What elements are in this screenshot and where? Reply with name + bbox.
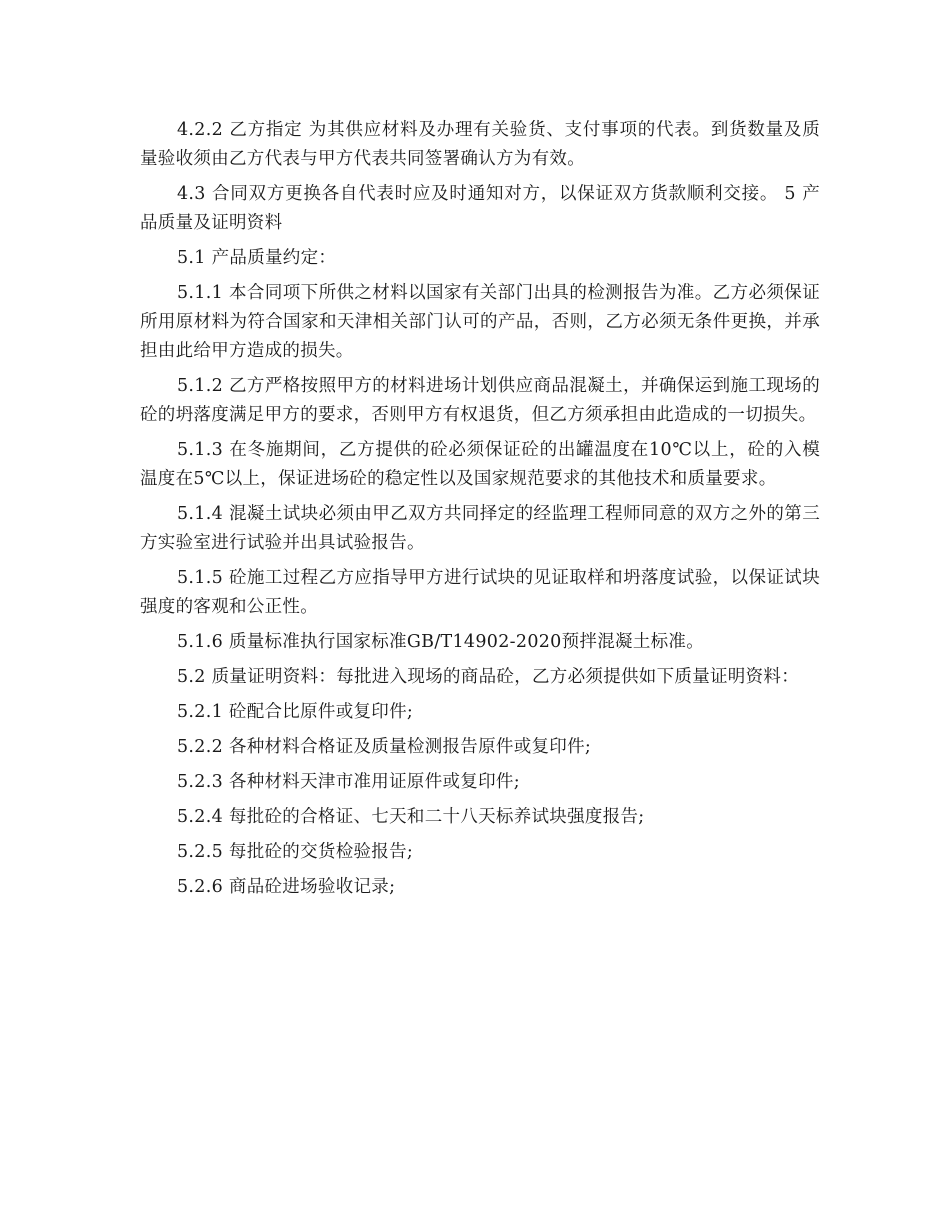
- clause-5-2-3: 5.2.3 各种材料天津市准用证原件或复印件;: [177, 772, 520, 792]
- clause-5-1-6: 5.1.6 质量标准执行国家标准GB/T14902-2020预拌混凝土标准。: [177, 632, 705, 652]
- clause-5-2-6: 5.2.6 商品砼进场验收记录;: [177, 877, 396, 897]
- clause-5-1-5: 5.1.5 砼施工过程乙方应指导甲方进行试块的见证取样和坍落度试验，以保证试块强度的客观和公正性。: [140, 568, 820, 617]
- clause-4-3: 4.3 合同双方更换各自代表时应及时通知对方，以保证双方货款顺利交接。 5 产品质量及证明资料: [140, 184, 820, 233]
- clause-5-1-4: 5.1.4 混凝土试块必须由甲乙双方共同择定的经监理工程师同意的双方之外的第三方实验室进行试验并出具试验报告。: [140, 504, 820, 553]
- clause-5-2-4: 5.2.4 每批砼的合格证、七天和二十八天标养试块强度报告;: [177, 807, 645, 827]
- clause-5-2-2: 5.2.2 各种材料合格证及质量检测报告原件或复印件;: [177, 737, 592, 757]
- clause-5-1-3: 5.1.3 在冬施期间，乙方提供的砼必须保证砼的出罐温度在10℃以上，砼的入模温度在5℃以上，保证进场砼的稳定性以及国家规范要求的其他技术和质量要求。: [140, 440, 820, 489]
- clause-5-1: 5.1 产品质量约定：: [177, 248, 337, 268]
- clause-5-2: 5.2 质量证明资料：每批进入现场的商品砼，乙方必须提供如下质量证明资料：: [177, 667, 799, 687]
- clause-5-1-2: 5.1.2 乙方严格按照甲方的材料进场计划供应商品混凝土，并确保运到施工现场的砼的坍落度满足甲方的要求，否则甲方有权退货，但乙方须承担由此造成的一切损失。: [140, 376, 820, 425]
- clause-4-2-2: 4.2.2 乙方指定 为其供应材料及办理有关验货、支付事项的代表。到货数量及质量验收须由乙方代表与甲方代表共同签署确认方为有效。: [140, 120, 820, 169]
- clause-5-2-1: 5.2.1 砼配合比原件或复印件;: [177, 702, 414, 722]
- clause-5-2-5: 5.2.5 每批砼的交货检验报告;: [177, 842, 414, 862]
- clause-5-1-1: 5.1.1 本合同项下所供之材料以国家有关部门出具的检测报告为准。乙方必须保证所用原材料为符合国家和天津相关部门认可的产品，否则，乙方必须无条件更换，并承担由此给甲方造成的损失。: [140, 283, 820, 361]
